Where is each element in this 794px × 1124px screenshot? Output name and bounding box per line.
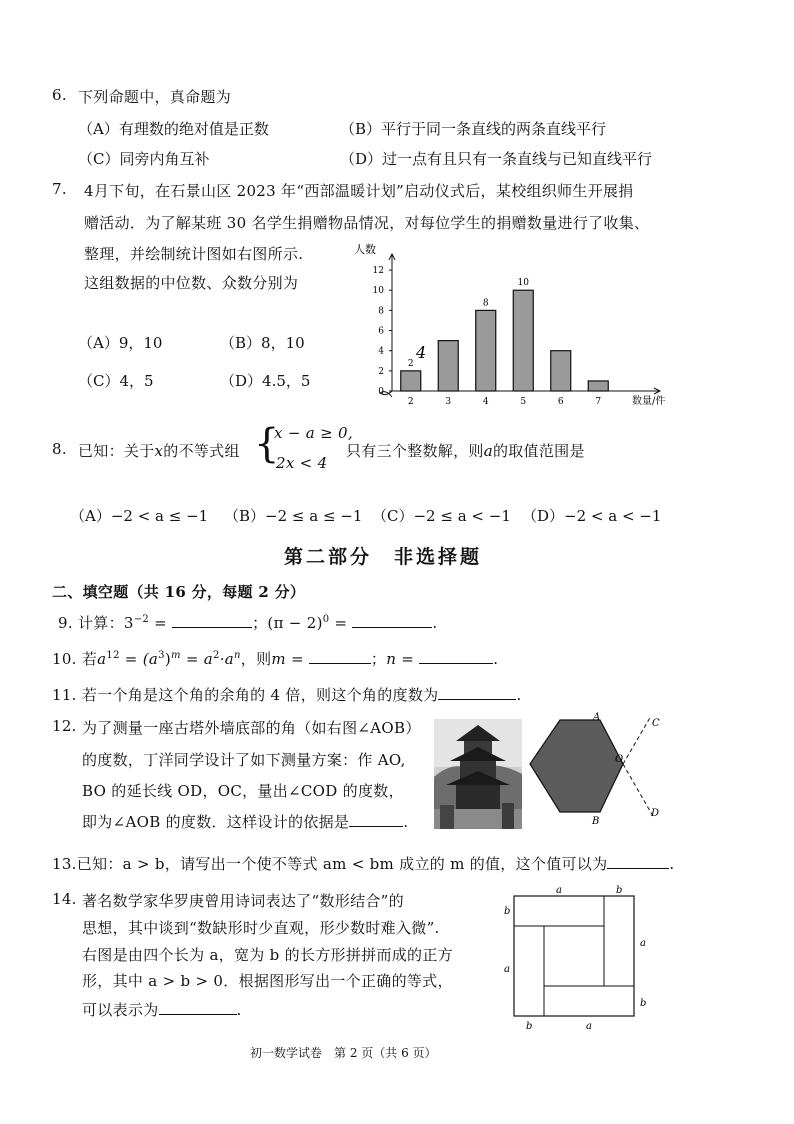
- option-text: −2 < a < −1: [564, 507, 662, 525]
- option-text: 4，5: [119, 372, 154, 390]
- hexagon-shape: [530, 720, 623, 812]
- q10-then: ，则: [240, 650, 272, 668]
- q8-var-x: x: [154, 442, 164, 460]
- option-label: （C）: [78, 372, 120, 390]
- q9-exp-2: 0: [322, 614, 330, 625]
- q10-exp-12: 12: [106, 650, 120, 661]
- q10-expr-a2: = a: [180, 650, 214, 668]
- q9-end: .: [432, 614, 438, 632]
- chart-y-tick-label: 6: [378, 326, 384, 337]
- q10: [52, 648, 498, 669]
- point-c-label: C: [652, 718, 660, 729]
- q8-inequality-2: 2x < 4: [276, 454, 328, 472]
- q12-line4: 即为∠AOB 的度数．这样设计的依据是: [82, 813, 350, 831]
- q11: [52, 684, 522, 705]
- chart-x-axis-label: 数量/件: [632, 396, 666, 407]
- option-label: （C）: [78, 150, 120, 168]
- q13: [52, 853, 675, 874]
- part2-title: 第二部分 非选择题: [284, 546, 483, 568]
- q10-semicolon: ；: [370, 650, 387, 668]
- q10-paren: ): [164, 650, 171, 668]
- label-top-a: a: [556, 885, 562, 896]
- q12-end: .: [403, 813, 409, 831]
- q9-semicolon: ；: [252, 614, 268, 632]
- chart-bar: [513, 290, 533, 391]
- chart-y-ticks: [373, 266, 392, 397]
- q10-blank-m[interactable]: [309, 649, 371, 664]
- q8-option-d: [522, 505, 661, 526]
- q10-var-m: m: [271, 650, 286, 668]
- q12-line3: BO 的延长线 OD，OC，量出∠COD 的度数，: [82, 782, 404, 800]
- option-label: （B）: [220, 334, 262, 352]
- q12-blank[interactable]: [349, 812, 403, 827]
- q8-option-b: [224, 505, 362, 526]
- q9: [58, 612, 438, 633]
- q10-eq-m: =: [285, 650, 309, 668]
- q10-number: 10.: [52, 650, 77, 668]
- pagoda-photo: [434, 719, 522, 829]
- q8-option-a: [70, 505, 208, 526]
- q10-exp-3: 3: [158, 650, 165, 661]
- q12-line4-wrap: [82, 811, 408, 832]
- q8-stem-d: 的取值范围是: [492, 442, 585, 460]
- ray-oc: [623, 716, 651, 764]
- q14-blank[interactable]: [159, 1000, 237, 1015]
- chart-bar: [438, 341, 458, 391]
- q9-expr-2: (π − 2): [267, 614, 323, 632]
- label-right-a: a: [640, 938, 646, 949]
- q9-eq-2: =: [329, 614, 353, 632]
- q14-line4: 形，其中 a > b > 0．根据图形写出一个正确的等式，: [82, 972, 453, 990]
- outer-square: [514, 896, 634, 1016]
- option-label: （D）: [522, 507, 565, 525]
- q9-expr-1: 3: [123, 614, 134, 632]
- q7-option-a: [78, 332, 162, 353]
- q8-stem: [78, 440, 240, 461]
- option-text: 8，10: [261, 334, 305, 352]
- q7-line1: 4月下旬，在石景山区 2023 年“西部温暖计划”启动仪式后，某校组织师生开展捐: [84, 182, 634, 200]
- option-text: 过一点有且只有一条直线与已知直线平行: [382, 150, 653, 168]
- q8-number: 8.: [52, 440, 67, 458]
- q13-end: .: [669, 855, 675, 873]
- q13-text: 已知：a > b，请写出一个使不等式 am < bm 成立的 m 的值，这个值可以为: [76, 855, 608, 873]
- chart-x-tick-label: 3: [445, 397, 452, 407]
- label-right-b: b: [640, 998, 647, 1009]
- section2-title: 二、填空题（共 16 分，每题 2 分）: [52, 583, 306, 601]
- q9-number: 9.: [58, 614, 73, 632]
- chart-x-tick-label: 2: [407, 397, 414, 407]
- q14-line5-wrap: [82, 999, 242, 1020]
- q11-end: .: [516, 686, 522, 704]
- q6-stem: 下列命题中，真命题为: [78, 88, 232, 106]
- q13-blank[interactable]: [607, 854, 669, 869]
- q10-blank-n[interactable]: [419, 649, 493, 664]
- q14-line1: 著名数学家华罗庚曾用诗词表达了“数形结合”的: [82, 892, 404, 910]
- q14-line2: 思想，其中谈到“数缺形时少直观，形少数时难入微”.: [82, 919, 440, 937]
- option-text: 同旁内角互补: [119, 150, 210, 168]
- label-left-b: b: [504, 906, 511, 917]
- q7-bar-chart: [350, 240, 680, 415]
- option-label: （A）: [70, 507, 111, 525]
- chart-bar: [401, 371, 421, 391]
- q12-hexagon-diagram: [520, 708, 670, 828]
- chart-bar: [588, 381, 608, 391]
- option-label: （B）: [224, 507, 266, 525]
- q6-option-b: [340, 118, 606, 139]
- label-bottom-a: a: [586, 1021, 592, 1032]
- option-label: （D）: [220, 372, 263, 390]
- label-bottom-b: b: [526, 1021, 533, 1032]
- q10-expr-a3: (a: [142, 650, 159, 668]
- q14-end: .: [236, 1001, 242, 1019]
- q7-option-b: [220, 332, 305, 353]
- option-text: −2 ≤ a < −1: [413, 507, 511, 525]
- chart-y-axis-label: 人数: [354, 243, 376, 256]
- q9-eq-1: =: [149, 614, 173, 632]
- chart-bar: [476, 310, 496, 391]
- option-text: −2 ≤ a ≤ −1: [265, 507, 363, 525]
- q9-blank-2[interactable]: [352, 613, 432, 628]
- option-text: 有理数的绝对值是正数: [118, 120, 269, 138]
- q9-text-1: 计算：: [78, 614, 124, 632]
- option-label: （C）: [372, 507, 414, 525]
- q8-stem-b: 的不等式组: [163, 442, 240, 460]
- q6-option-a: [78, 118, 269, 139]
- option-label: （D）: [340, 150, 383, 168]
- chart-y-tick-label: 10: [372, 286, 384, 297]
- q7-line2: 赠活动．为了解某班 30 名学生捐赠物品情况，对每位学生的捐赠数量进行了收集、: [84, 214, 650, 232]
- chart-x-ticks: [408, 397, 602, 407]
- q14-line5: 可以表示为: [82, 1001, 159, 1019]
- q14-square-diagram: [498, 884, 658, 1032]
- q12-line1: 为了测量一座古塔外墙底部的角（如右图∠AOB）: [82, 719, 421, 737]
- chart-bar: [551, 351, 571, 391]
- option-text: 平行于同一条直线的两条直线平行: [381, 120, 607, 138]
- q10-eq-n: =: [396, 650, 420, 668]
- q10-expr-a: a: [97, 650, 107, 668]
- q10-text-1: 若: [81, 650, 98, 668]
- q7-option-d: [220, 370, 310, 391]
- q8-var-a: a: [483, 442, 493, 460]
- option-label: （A）: [78, 120, 119, 138]
- q8-option-c: [372, 505, 511, 526]
- chart-data-label: 2: [407, 358, 414, 369]
- q7-option-c: [78, 370, 154, 391]
- q13-number: 13.: [52, 855, 77, 873]
- q7-line3: 整理，并绘制统计图如右图所示.: [84, 245, 304, 263]
- option-label: （A）: [78, 334, 119, 352]
- q9-exp-1: −2: [133, 614, 150, 625]
- chart-x-tick-label: 6: [557, 397, 564, 407]
- q6-option-d: [340, 148, 652, 169]
- chart-x-tick-label: 7: [595, 397, 602, 407]
- q6-option-c: [78, 148, 210, 169]
- chart-handwritten-note: 4: [416, 343, 427, 362]
- q10-exp-m: m: [170, 650, 181, 661]
- label-top-b: b: [616, 885, 623, 896]
- chart-data-label: 8: [482, 298, 489, 309]
- q8-inequality-1: x − a ≥ 0,: [274, 424, 353, 442]
- q14-number: 14.: [52, 890, 77, 908]
- point-a-label: A: [593, 712, 601, 723]
- option-label: （B）: [340, 120, 382, 138]
- option-text: 4.5，5: [262, 372, 311, 390]
- q10-exp-2: 2: [213, 650, 220, 661]
- option-text: −2 < a ≤ −1: [110, 507, 209, 525]
- q10-expr-an: ·a: [219, 650, 235, 668]
- chart-y-tick-label: 4: [378, 346, 384, 357]
- chart-y-tick-label: 8: [378, 306, 384, 317]
- q11-text: 若一个角是这个角的余角的 4 倍，则这个角的度数为: [81, 686, 439, 704]
- q10-var-n: n: [386, 650, 397, 668]
- q11-number: 11.: [52, 686, 77, 704]
- q10-eq: =: [119, 650, 143, 668]
- chart-bars: [401, 290, 609, 391]
- q12-line2: 的度数，丁洋同学设计了如下测量方案：作 AO,: [82, 751, 406, 769]
- chart-y-tick-label: 12: [372, 266, 384, 277]
- q11-blank[interactable]: [438, 685, 516, 700]
- q10-exp-n: n: [234, 650, 241, 661]
- chart-y-tick-label: 0: [378, 387, 384, 397]
- point-o-label: O: [615, 754, 624, 765]
- chart-y-tick-label: 2: [378, 366, 384, 377]
- q8-stem-c: 只有三个整数解，则: [346, 442, 484, 460]
- page-footer: 初一数学试卷 第 2 页（共 6 页）: [250, 1046, 437, 1060]
- q8-brace: {: [254, 421, 280, 467]
- q7-number: 7.: [52, 180, 67, 198]
- q12-number: 12.: [52, 717, 77, 735]
- chart-x-tick-label: 4: [482, 397, 489, 407]
- q10-end: .: [493, 650, 499, 668]
- chart-x-tick-label: 5: [520, 397, 527, 407]
- q8-stem-a: 已知：关于: [78, 442, 155, 460]
- point-d-label: D: [651, 808, 660, 819]
- q9-blank-1[interactable]: [172, 613, 252, 628]
- option-text: 9，10: [118, 334, 163, 352]
- q7-line4: 这组数据的中位数、众数分别为: [84, 274, 299, 292]
- q6-number: 6.: [52, 86, 67, 104]
- point-b-label: B: [592, 816, 600, 827]
- chart-data-label: 10: [517, 278, 529, 289]
- label-left-a: a: [504, 964, 510, 975]
- q14-line3: 右图是由四个长为 a，宽为 b 的长方形拼拼而成的正方: [82, 946, 453, 964]
- ray-od: [623, 764, 654, 818]
- q8-stem-tail: [346, 440, 585, 461]
